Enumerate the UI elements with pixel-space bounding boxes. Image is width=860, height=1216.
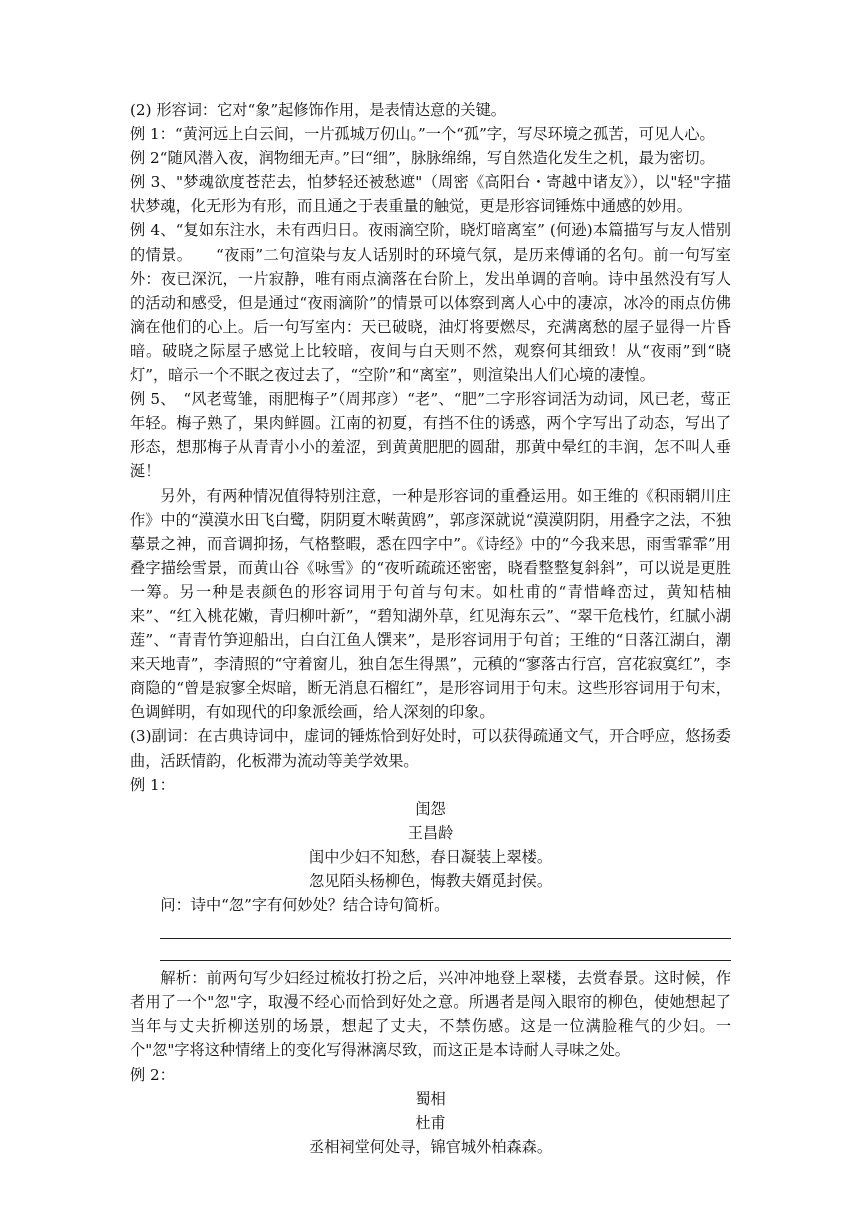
section-heading-adverb: (3)副词：在古典诗词中，虚词的锤炼恰到好处时，可以获得疏通文气，开合呼应，悠扬委曲，活跃情韵，化板滞为流动等美学效果。 (130, 727, 731, 770)
example-paragraph: 例 2“随风潜入夜，润物细无声。”曰“细”，脉脉绵绵，写自然造化发生之机，最为密切。 (130, 149, 715, 168)
poem-line: 忽见陌头杨柳色，悔教夫婿觅封侯。 (309, 872, 552, 890)
example-paragraph: 例 1：“黄河远上白云间，一片孤城万仞山。”一个“孤”字，写尽环境之孤苦，可见人心。 (130, 125, 715, 144)
question-text: 问：诗中“忽”字有何妙处？结合诗句简析。 (160, 896, 450, 915)
section-heading-adjective: (2) 形容词：它对“象”起修饰作用，是表情达意的关键。 (130, 101, 506, 119)
poem-block (130, 1087, 731, 1159)
example-paragraph: 例 3、"梦魂欲度苍茫去，怕梦轻还被愁遮"（周密《高阳台・寄越中诸友》），以"轻"字描状梦魂，化无形为有形，而且通之于表重量的触觉，更是形容词锤炼中通感的妙用。 (130, 173, 731, 216)
poem-author: 王昌龄 (407, 823, 454, 842)
example-label: 例 1： (130, 775, 175, 794)
poem-line: 丞相祠堂何处寻，锦官城外柏森森。 (309, 1137, 552, 1156)
document-page (130, 98, 731, 1159)
poem-title: 闺怨 (415, 799, 446, 818)
example-paragraph: 例 4、“复如东注水，未有西归日。夜雨滴空阶，晓灯暗离室” (何逊)本篇描写与友人惜别的情景。 “夜雨”二句渲染与友人话别时的环境气氛，是历来傅诵的名句。前一句写室外：夜已深沉，一片寂静，唯有雨点滴落在台阶上，发出单调的音响。诗中虽然没有写人的活动和感受，但是通过“夜雨滴阶”的情景可以体察到离人心中的凄凉，冰冷的雨点仿佛滴在他们的心上。后一句写室内：天已破晓，油灯将要燃尽，充满离愁的屋子显得一片昏暗。破晓之际屋子感觉上比较暗，夜间与白天则不然，观察何其细致！从“夜雨”到“晓灯”，暗示一个不眠之夜过去了，“空阶”和“离室”，则渲染出人们心境的凄惶。 (130, 221, 731, 385)
answer-line (160, 939, 731, 961)
answer-line (160, 917, 731, 939)
poem-line: 闺中少妇不知愁，春日凝装上翠楼。 (309, 847, 552, 866)
example-label: 例 2： (130, 1065, 175, 1084)
poem-author: 杜甫 (415, 1113, 446, 1132)
example-paragraph: 例 5、 “风老莺雏，雨肥梅子”（周邦彦）“老”、“肥”二字形容词活为动词，风已老，莺正年轻。梅子熟了，果肉鲜圆。江南的初夏，有挡不住的诱惑，两个字写出了动态，写出了形态，想那梅子从青青小小的羞涩，到黄黄肥肥的圆甜，那黄中晕红的丰润，怎不叫人垂涎！ (130, 390, 731, 481)
poem-title: 蜀相 (415, 1089, 446, 1108)
analysis-paragraph: 解析：前两句写少妇经过梳妆打扮之后，兴冲冲地登上翠楼，去赏春景。这时候，作者用了一个"忽"字，取漫不经心而恰到好处之意。所遇者是闯入眼帘的柳色，使她想起了当年与丈夫折柳送别的场景，想起了丈夫，不禁伤感。这是一位满脸稚气的少妇。一个"忽"字将这种情绪上的变化写得淋漓尽致，而这正是本诗耐人寻味之处。 (130, 969, 731, 1060)
poem-block (130, 797, 731, 893)
body-paragraph: 另外，有两种情况值得特别注意，一种是形容词的重叠运用。如王维的《积雨辋川庄作》中的“漠漠水田飞白鹭，阴阴夏木啭黄鸥”，郭彦深就说“漠漠阴阴，用叠字之法，不独摹景之神，而音调抑扬，气格整暇，悉在四字中”。《诗经》中的“今我来思，雨雪霏霏”用叠字描绘雪景，而黄山谷《咏雪》的“夜听疏疏还密密，晓看整整复斜斜”，可以说是更胜一筹。另一种是表颜色的形容词用于句首与句末。如杜甫的“青惜峰峦过，黄知桔柚来”、“红入桃花嫩，青归柳叶新”，“碧知湖外草，红见海东云”、“翠干危栈竹，红腻小湖莲”、“青青竹笋迎船出，白白江鱼人馔来”，是形容词用于句首；王维的“日落江湖白，潮来天地青”，李清照的“守着窗儿，独自怎生得黑”，元稹的“寥落古行宫，宫花寂寞红”，李商隐的“曾是寂寥全烬暗，断无消息石榴红”，是形容词用于句末。这些形容词用于句末，色调鲜明，有如现代的印象派绘画，给人深刻的印象。 (130, 486, 731, 722)
